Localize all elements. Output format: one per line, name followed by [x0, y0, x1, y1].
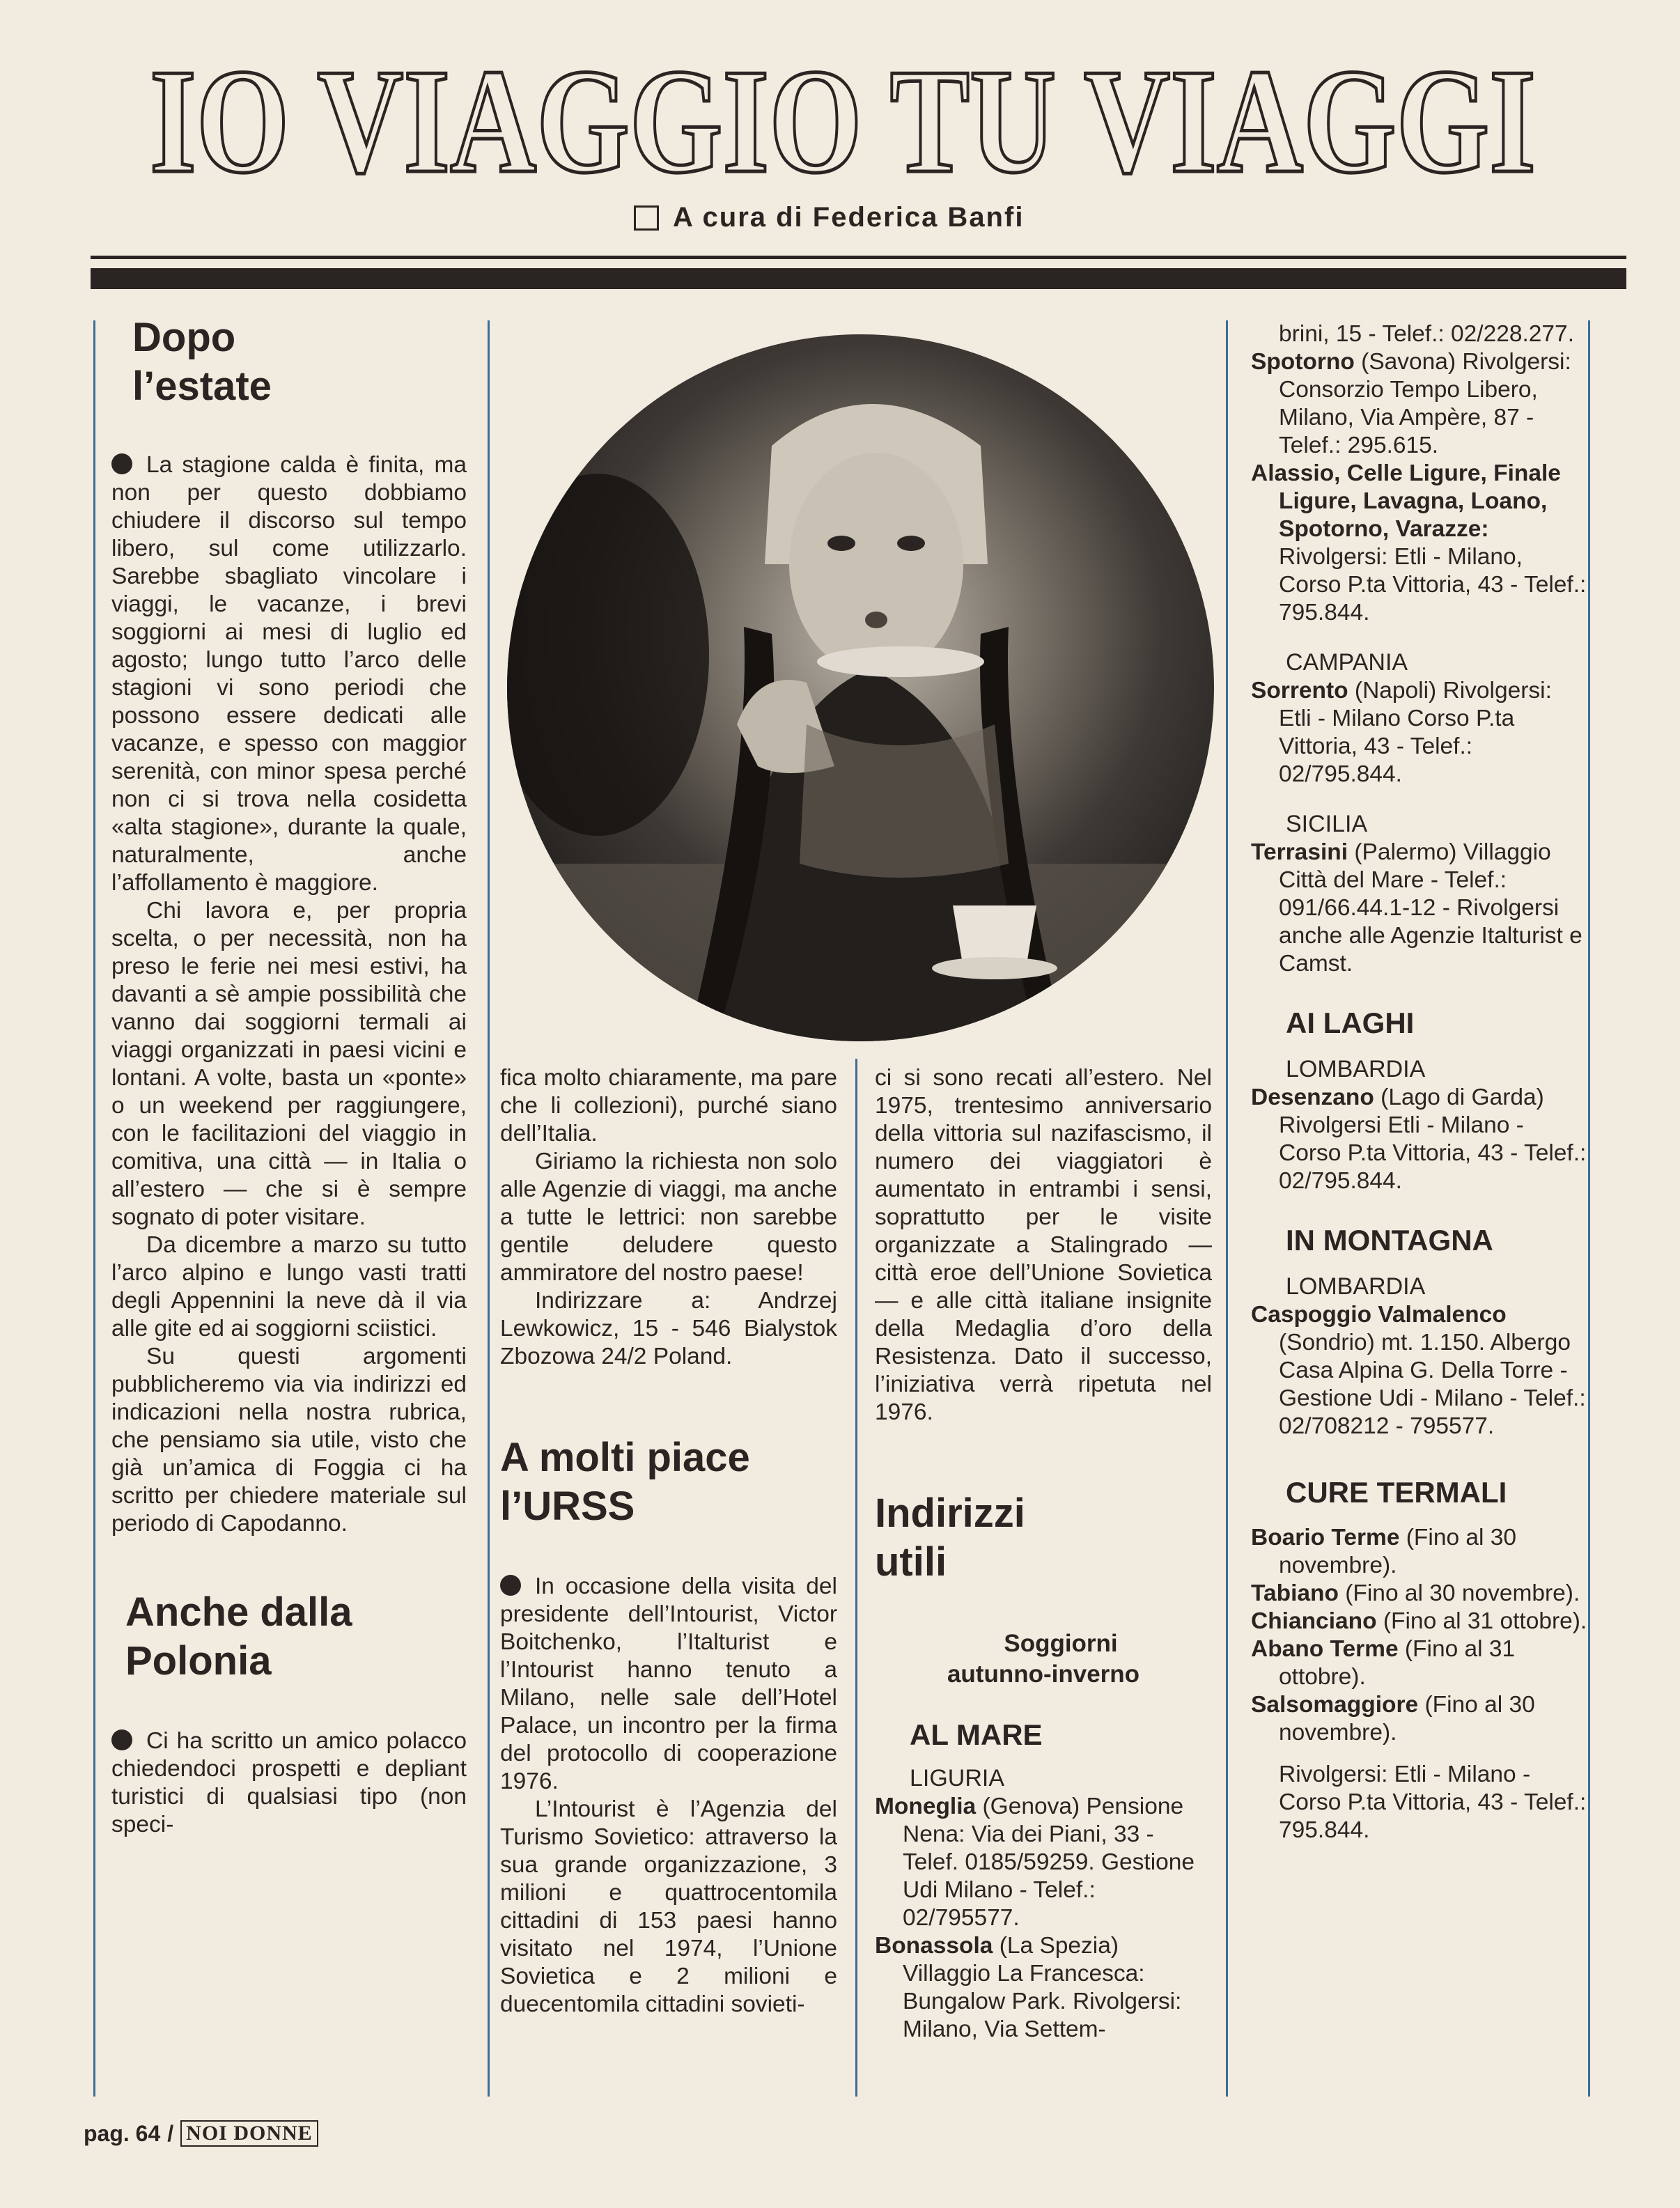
region-lombardia: LOMBARDIA [1286, 1273, 1426, 1300]
place-name: Sorrento [1251, 678, 1348, 703]
spa-entry [1251, 1580, 1588, 1608]
entry-text: (Lago di Garda) Rivolgersi Etli - Milano - Corso P.ta Vittoria, 43 - Telef.: 02/795.844. [1279, 1084, 1587, 1194]
paragraph: Giriamo la richiesta non solo alle Agenzie di viaggi, ma anche a tutte le lettrici: non sarebbe gentile deludere questo ammiratore del nostro paese! [500, 1149, 837, 1286]
page-number: pag. 64 [84, 2120, 161, 2146]
place-name: Spotorno [1251, 349, 1355, 375]
entry-text: (Sondrio) mt. 1.150. Albergo Casa Alpina G. Della Torre - Gestione Udi - Milano - Telef.: 02/708212 - 795577. [1279, 1330, 1586, 1439]
subheading-soggiorni: Soggiorni autunno-inverno [947, 1630, 1140, 1688]
heading-anche-dalla-polonia: Anche dalla Polonia [125, 1589, 352, 1684]
paragraph: fica molto chiaramente, ma pare che li collezioni), purché siano dell’Italia. [500, 1065, 837, 1146]
paragraph: L’Intourist è l’Agenzia del Turismo Sovietico: attraverso la sua grande organizzazione, 3 milioni e quattrocentomila cittadini di 153 paesi hanno visitato nel 1974, l’Unione Sovietica e 2 milioni e duecentomila cittadini sovieti- [500, 1796, 837, 2017]
masthead-svg [139, 54, 1546, 187]
bullet-icon [111, 453, 132, 474]
masthead-title: IO VIAGGIO TU VIAGGI [150, 54, 1536, 187]
column-4 [1251, 320, 1588, 1844]
rule-thick [91, 268, 1626, 289]
address-entry [875, 1932, 1212, 2044]
masthead [139, 54, 1546, 187]
column-1 [111, 313, 467, 1839]
column-rule [93, 320, 95, 2097]
place-name: Bonassola [875, 1933, 993, 1959]
magazine-logo: NOI DONNE [180, 2120, 318, 2147]
region-liguria: LIGURIA [910, 1765, 1005, 1791]
place-name: Boario Terme [1251, 1525, 1400, 1550]
entry-text: (Fino al 31 ottobre). [1279, 1636, 1516, 1690]
place-name: Tabiano [1251, 1580, 1339, 1606]
address-entry [875, 1793, 1212, 1932]
spa-entry [1251, 1524, 1588, 1580]
paragraph: ci si sono recati all’estero. Nel 1975, trentesimo anniversario della vittoria sul nazifascismo, il numero dei viaggiatori è aumentato in entrambi i sensi, soprattutto per le visite organizzate a Stalingrado — città eroe dell’Unione Sovietica — e alle città italiane insignite della Medaglia d’oro della Resistenza. Dato il successo, l’iniziativa verrà ripetuta nel 1976. [875, 1065, 1212, 1425]
place-name: Alassio, Celle Ligure, Finale Ligure, Lavagna, Loano, Spotorno, Varazze: [1251, 460, 1561, 542]
byline [634, 202, 1024, 233]
column-rule [855, 1059, 857, 2097]
entry-text: Rivolgersi: Etli - Milano, Corso P.ta Vittoria, 43 - Telef.: 795.844. [1279, 544, 1587, 625]
section-in-montagna: IN MONTAGNA [1286, 1224, 1493, 1257]
paragraph: Chi lavora e, per propria scelta, o per necessità, non ha preso le ferie nei mesi estivi, ha davanti a sè ampie possibilità che vanno dai soggiorni termali ai viaggi organizzati in paesi vicini e lontani. A volte, basta un «ponte» o un weekend per raggiungere, con le facilitazioni del viaggio in comitiva, una città — in Italia o all’estero — che si è sempre sognato di poter visitare. [111, 898, 467, 1230]
region-sicilia: SICILIA [1286, 811, 1368, 837]
address-entry [1251, 460, 1588, 627]
column-rule [1588, 320, 1590, 2097]
paragraph: Su questi argomenti pubblicheremo via via indirizzi ed indicazioni nella nostra rubrica, che pensiamo sia utile, visto che già un’amica di Foggia ci ha scritto per chiedere materiale sul periodo di Capodanno. [111, 1344, 467, 1537]
photo-illustration [507, 334, 1214, 1041]
entry-text: (Napoli) Rivolgersi: Etli - Milano Corso P.ta Vittoria, 43 - Telef.: 02/795.844. [1279, 678, 1552, 787]
spa-entry [1251, 1691, 1588, 1747]
paragraph [111, 1727, 467, 1839]
column-rule [488, 320, 490, 2097]
entry-text: (Palermo) Villaggio Città del Mare - Telef.: 091/66.44.1-12 - Rivolgersi anche alle Agenzie Italturist e Camst. [1279, 839, 1582, 977]
paragraph-text: In occasione della visita del presidente dell’Intourist, Victor Boitchenko, l’Italturist e l’Intourist hanno tenuto a Milano, nelle sale dell’Hotel Palace, un incontro per la firma del protocollo di cooperazione 1976. [500, 1573, 837, 1794]
column-3 [875, 1064, 1212, 2044]
place-name: Moneglia [875, 1794, 977, 1819]
entry-text: (La Spezia) Villaggio La Francesca: Bungalow Park. Rivolgersi: Milano, Via Settem- [903, 1933, 1182, 2042]
heading-indirizzi-utili: Indirizzi utili [875, 1491, 1025, 1585]
spa-entry [1251, 1635, 1588, 1691]
entry-text: (Fino al 30 novembre). [1279, 1692, 1535, 1746]
place-name: Terrasini [1251, 839, 1348, 865]
entry-text: (Fino al 30 novembre). [1338, 1580, 1580, 1606]
byline-text: A cura di Federica Banfi [673, 202, 1025, 233]
entry-text: (Savona) Rivolgersi: Consorzio Tempo Libero, Milano, Via Ampère, 87 - Telef.: 295.615. [1279, 349, 1571, 458]
page-footer [84, 2120, 318, 2147]
address-entry: Rivolgersi: Etli - Milano - Corso P.ta Vittoria, 43 - Telef.: 795.844. [1279, 1762, 1587, 1843]
paragraph [111, 451, 467, 897]
region-lombardia: LOMBARDIA [1286, 1056, 1426, 1082]
entry-text: (Fino al 31 ottobre). [1376, 1608, 1587, 1634]
address-entry [1251, 839, 1588, 978]
place-name: Caspoggio Valmalenco [1251, 1302, 1507, 1328]
bullet-icon [500, 1575, 521, 1596]
address-entry [1251, 1084, 1588, 1195]
section-al-mare: AL MARE [910, 1718, 1043, 1751]
heading-dopo-estate: Dopo l’estate [132, 315, 272, 409]
address-entry [1251, 677, 1588, 788]
address-entry [1251, 1301, 1588, 1440]
footer-separator: / [167, 2120, 174, 2146]
square-bullet-icon [634, 205, 659, 231]
address-entry-continuation: brini, 15 - Telef.: 02/228.277. [1279, 321, 1575, 347]
paragraph: Indirizzare a: Andrzej Lewkowicz, 15 - 546 Bialystok Zbozowa 24/2 Poland. [500, 1288, 837, 1369]
place-name: Salsomaggiore [1251, 1692, 1419, 1718]
heading-urss: A molti piace l’URSS [500, 1435, 750, 1529]
section-ai-laghi: AI LAGHI [1286, 1006, 1415, 1039]
place-name: Chianciano [1251, 1608, 1377, 1634]
entry-text: (Genova) Pensione Nena: Via dei Piani, 33 - Telef. 0185/59259. Gestione Udi Milano - Telef.: 02/795577. [903, 1794, 1195, 1931]
place-name: Abano Terme [1251, 1636, 1399, 1662]
rule-thin [91, 256, 1626, 259]
address-entry [1251, 348, 1588, 460]
bullet-icon [111, 1729, 132, 1750]
paragraph-text: La stagione calda è finita, ma non per questo dobbiamo chiudere il discorso sul tempo libero, sul come utilizzarlo. Sarebbe sbagliato vincolare i viaggi, le vacanze, i brevi soggiorni ai mesi di luglio ed agosto; lungo tutto l’arco delle stagioni vi sono periodi che possono essere dedicati alle vacanze, e spesso con maggior serenità, con minor spesa perché non ci si trova nella cosidetta «alta stagione», durante la quale, naturalmente, anche l’affollamento è maggiore. [111, 452, 467, 896]
place-name: Desenzano [1251, 1084, 1374, 1110]
photo-woman-with-tea [507, 334, 1214, 1041]
spa-entry [1251, 1608, 1588, 1635]
entry-text: (Fino al 30 novembre). [1279, 1525, 1517, 1578]
paragraph [500, 1573, 837, 1796]
paragraph: Da dicembre a marzo su tutto l’arco alpino e lungo vasti tratti degli Appennini la neve dà il via alle gite ed ai soggiorni sciistici. [111, 1232, 467, 1342]
section-cure-termali: CURE TERMALI [1286, 1476, 1507, 1509]
column-2 [500, 1064, 837, 2019]
column-rule [1226, 320, 1228, 2097]
paragraph-text: Ci ha scritto un amico polacco chiedendoci prospetti e depliant turistici di qualsiasi tipo (non speci- [111, 1728, 467, 1837]
region-campania: CAMPANIA [1286, 649, 1408, 676]
